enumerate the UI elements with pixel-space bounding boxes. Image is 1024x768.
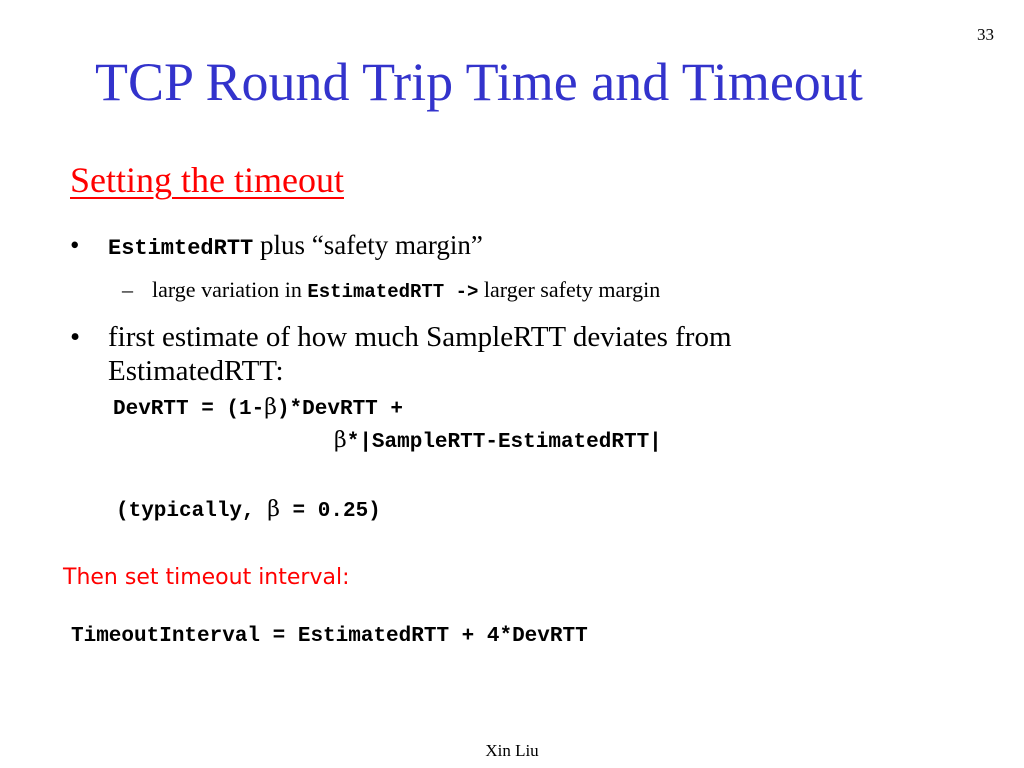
bullet-estimated-rtt — [70, 227, 483, 267]
formula-part: = 0.25) — [279, 500, 381, 523]
sub-bullet-marker: – — [122, 277, 133, 302]
timeout-interval-formula: TimeoutInterval = EstimatedRTT + 4*DevRTT — [71, 625, 588, 648]
footer-author: Xin Liu — [485, 741, 539, 760]
formula-part: (typically, — [116, 500, 268, 523]
bullet-text: plus “safety margin” — [253, 230, 483, 260]
sub-bullet-large-variation — [122, 275, 660, 307]
slide-number: 33 — [977, 25, 994, 44]
devrtt-formula-line-1 — [113, 393, 403, 425]
bullet-marker: • — [70, 230, 80, 260]
sub-bullet-code: EstimatedRTT -> — [307, 281, 479, 303]
beta-symbol: β — [267, 497, 280, 522]
slide-title: TCP Round Trip Time and Timeout — [95, 52, 863, 112]
bullet-marker: • — [70, 321, 81, 353]
formula-part: )*DevRTT + — [276, 398, 403, 421]
bullet-text: first estimate of how much SampleRTT deviates from EstimatedRTT: — [108, 321, 732, 387]
devrtt-formula-line-2 — [334, 426, 662, 458]
formula-part: *|SampleRTT-EstimatedRTT| — [346, 431, 662, 454]
beta-typical-value — [116, 495, 381, 527]
bullet-code: EstimtedRTT — [108, 236, 254, 261]
sub-bullet-text-before: large variation in — [152, 277, 308, 302]
formula-part: DevRTT = (1- — [113, 398, 265, 421]
section-heading: Setting the timeout — [70, 160, 344, 200]
beta-symbol: β — [264, 395, 277, 420]
sub-bullet-text-after: larger safety margin — [478, 277, 661, 302]
beta-symbol: β — [334, 428, 347, 453]
then-set-timeout-label: Then set timeout interval: — [63, 565, 350, 590]
bullet-first-estimate — [70, 320, 870, 388]
